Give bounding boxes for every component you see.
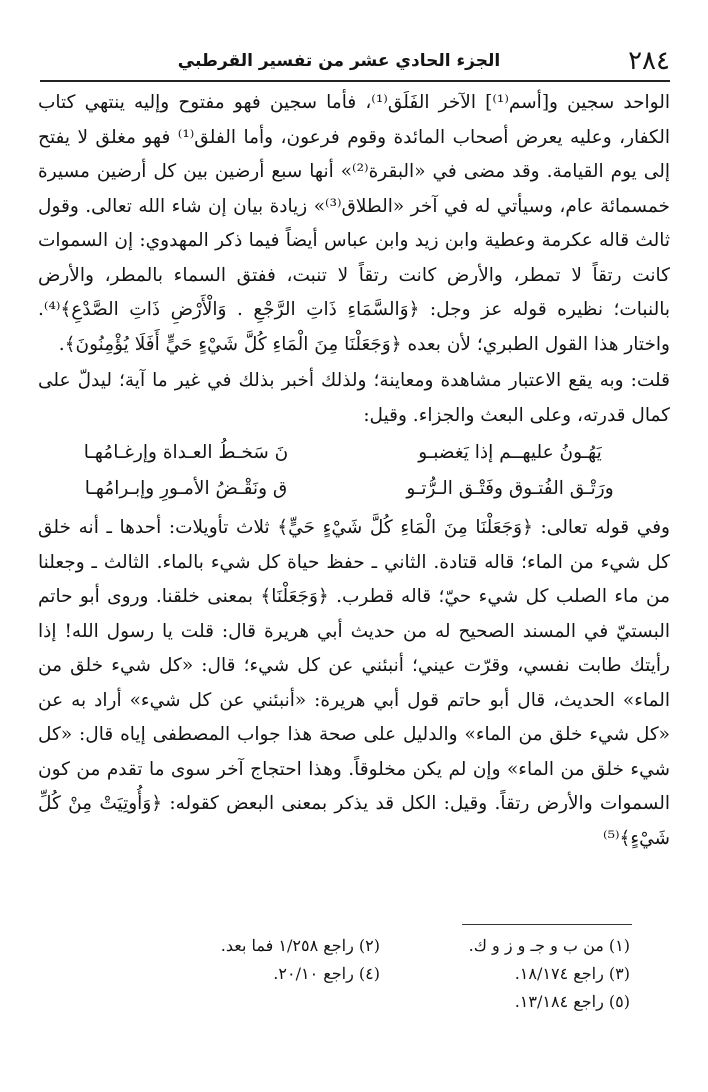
- poem-line-1-second-hemistich: نَ سَخـطُ العـداة وإرغـامُهـا: [83, 442, 289, 463]
- poem-line-1-first-hemistich: يَهُـونُ عليهــم إذا يَغضبـو: [418, 442, 602, 463]
- poem-line-2: [38, 471, 670, 507]
- header-rule: [40, 80, 670, 82]
- footnote-rule: [462, 924, 632, 925]
- footnote-row: [130, 988, 630, 1016]
- poem-line-1: [38, 435, 670, 471]
- footnote-row: [130, 932, 630, 960]
- footnote-5: (٥) راجع ١٣/١٨٤.: [514, 992, 630, 1011]
- footnote-3: (٣) راجع ١٨/١٧٤.: [514, 964, 630, 983]
- poem-line-2-second-hemistich: ق ونَقْـضُ الأمـورِ وإبـرامُهـا: [84, 478, 288, 499]
- paragraph-1: الواحد سجين و[أسم⁽¹⁾] الآخر الفَلَق⁽¹⁾، فأما سجين فهو مفتوح وإليه ينتهي كتاب الكفار، وعليه يعرض أصحاب المائدة وقوم فرعون، وأما الفلق⁽¹⁾ فهو مغلق لا يفتح إلى يوم القيامة. وقد مضى في «البقرة⁽²⁾» أنها سبع أرضين بين كل أرضين مسيرة خمسمائة عام، وسيأتي له في آخر «الطلاق⁽³⁾» زيادة بيان إن شاء الله تعالى. وقول ثالث قاله عكرمة وعطية وابن زيد وابن عباس أيضاً فيما ذكر المهدوي: إن السموات كانت رتقاً لا تمطر، والأرض كانت رتقاً لا تنبت، ففتق السماء بالمطر، والأرض بالنبات؛ نظيره قوله عز وجل: ﴿وَالسَّمَاءِ ذَاتِ الرَّجْعِ . وَالْأَرْضِ ذَاتِ الصَّدْعِ﴾⁽⁴⁾. واختار هذا القول الطبري؛ لأن بعده ﴿وَجَعَلْنَا مِنَ الْمَاءِ كُلَّ شَيْءٍ حَيٍّ أَفَلَا يُؤْمِنُونَ﴾.: [38, 92, 670, 355]
- footnote-1: (١) من ب و جـ و ز و ك.: [468, 936, 630, 955]
- paragraph-2: قلت: وبه يقع الاعتبار مشاهدة ومعاينة؛ ولذلك أخبر بذلك في غير ما آية؛ ليدلّ على كمال قدرته، وعلى البعث والجزاء. وقيل:: [38, 370, 670, 426]
- footnote-2: (٢) راجع ١/٢٥٨ فما بعد.: [220, 936, 380, 955]
- footnote-4: (٤) راجع ٢٠/١٠.: [273, 964, 380, 983]
- footnote-empty: [130, 988, 380, 1016]
- footnote-row: [130, 960, 630, 988]
- page-number: ٢٨٤: [628, 46, 670, 76]
- poem-line-2-first-hemistich: ورَتْـق الفُتـوق وفَتْـق الـرُّتـو: [406, 478, 614, 499]
- footnotes: [130, 932, 630, 1016]
- poem: [38, 435, 670, 507]
- page-header: [38, 44, 670, 80]
- paragraph-3: وفي قوله تعالى: ﴿وَجَعَلْنَا مِنَ الْمَاءِ كُلَّ شَيْءٍ حَيٍّ﴾ ثلاث تأويلات: أحدها ـ أنه خلق كل شيء من الماء؛ قاله قتادة. الثاني ـ حفظ حياة كل شيء بالماء. الثالث ـ وجعلنا من ماء الصلب كل شيء حيّ؛ قاله قطرب. ﴿وَجَعَلْنَا﴾ بمعنى خلقنا. وروى أبو حاتم البستيّ في المسند الصحيح له من حديث أبي هريرة قال: قلت يا رسول الله! إذا رأيتك طابت نفسي، وقرّت عيني؛ أنبئني عن كل شيء؛ قال: «كل شيء خلق من الماء» الحديث، قال أبو حاتم قول أبي هريرة: «أنبئني عن كل شيء» أراد به عن «كل شيء خلق من الماء» والدليل على صحة هذا جواب المصطفى إياه قال: «كل شيء خلق من الماء» وإن لم يكن مخلوقاً. وهذا احتجاج آخر سوى ما تقدم من كون السموات والأرض رتقاً. وقيل: الكل قد يذكر بمعنى البعض كقوله: ﴿وَأُوتِيَتْ مِنْ كُلِّ شَيْءٍ﴾⁽⁵⁾: [38, 517, 670, 849]
- running-title: الجزء الحادي عشر من تفسير القرطبي: [177, 51, 501, 71]
- main-text: [38, 86, 670, 856]
